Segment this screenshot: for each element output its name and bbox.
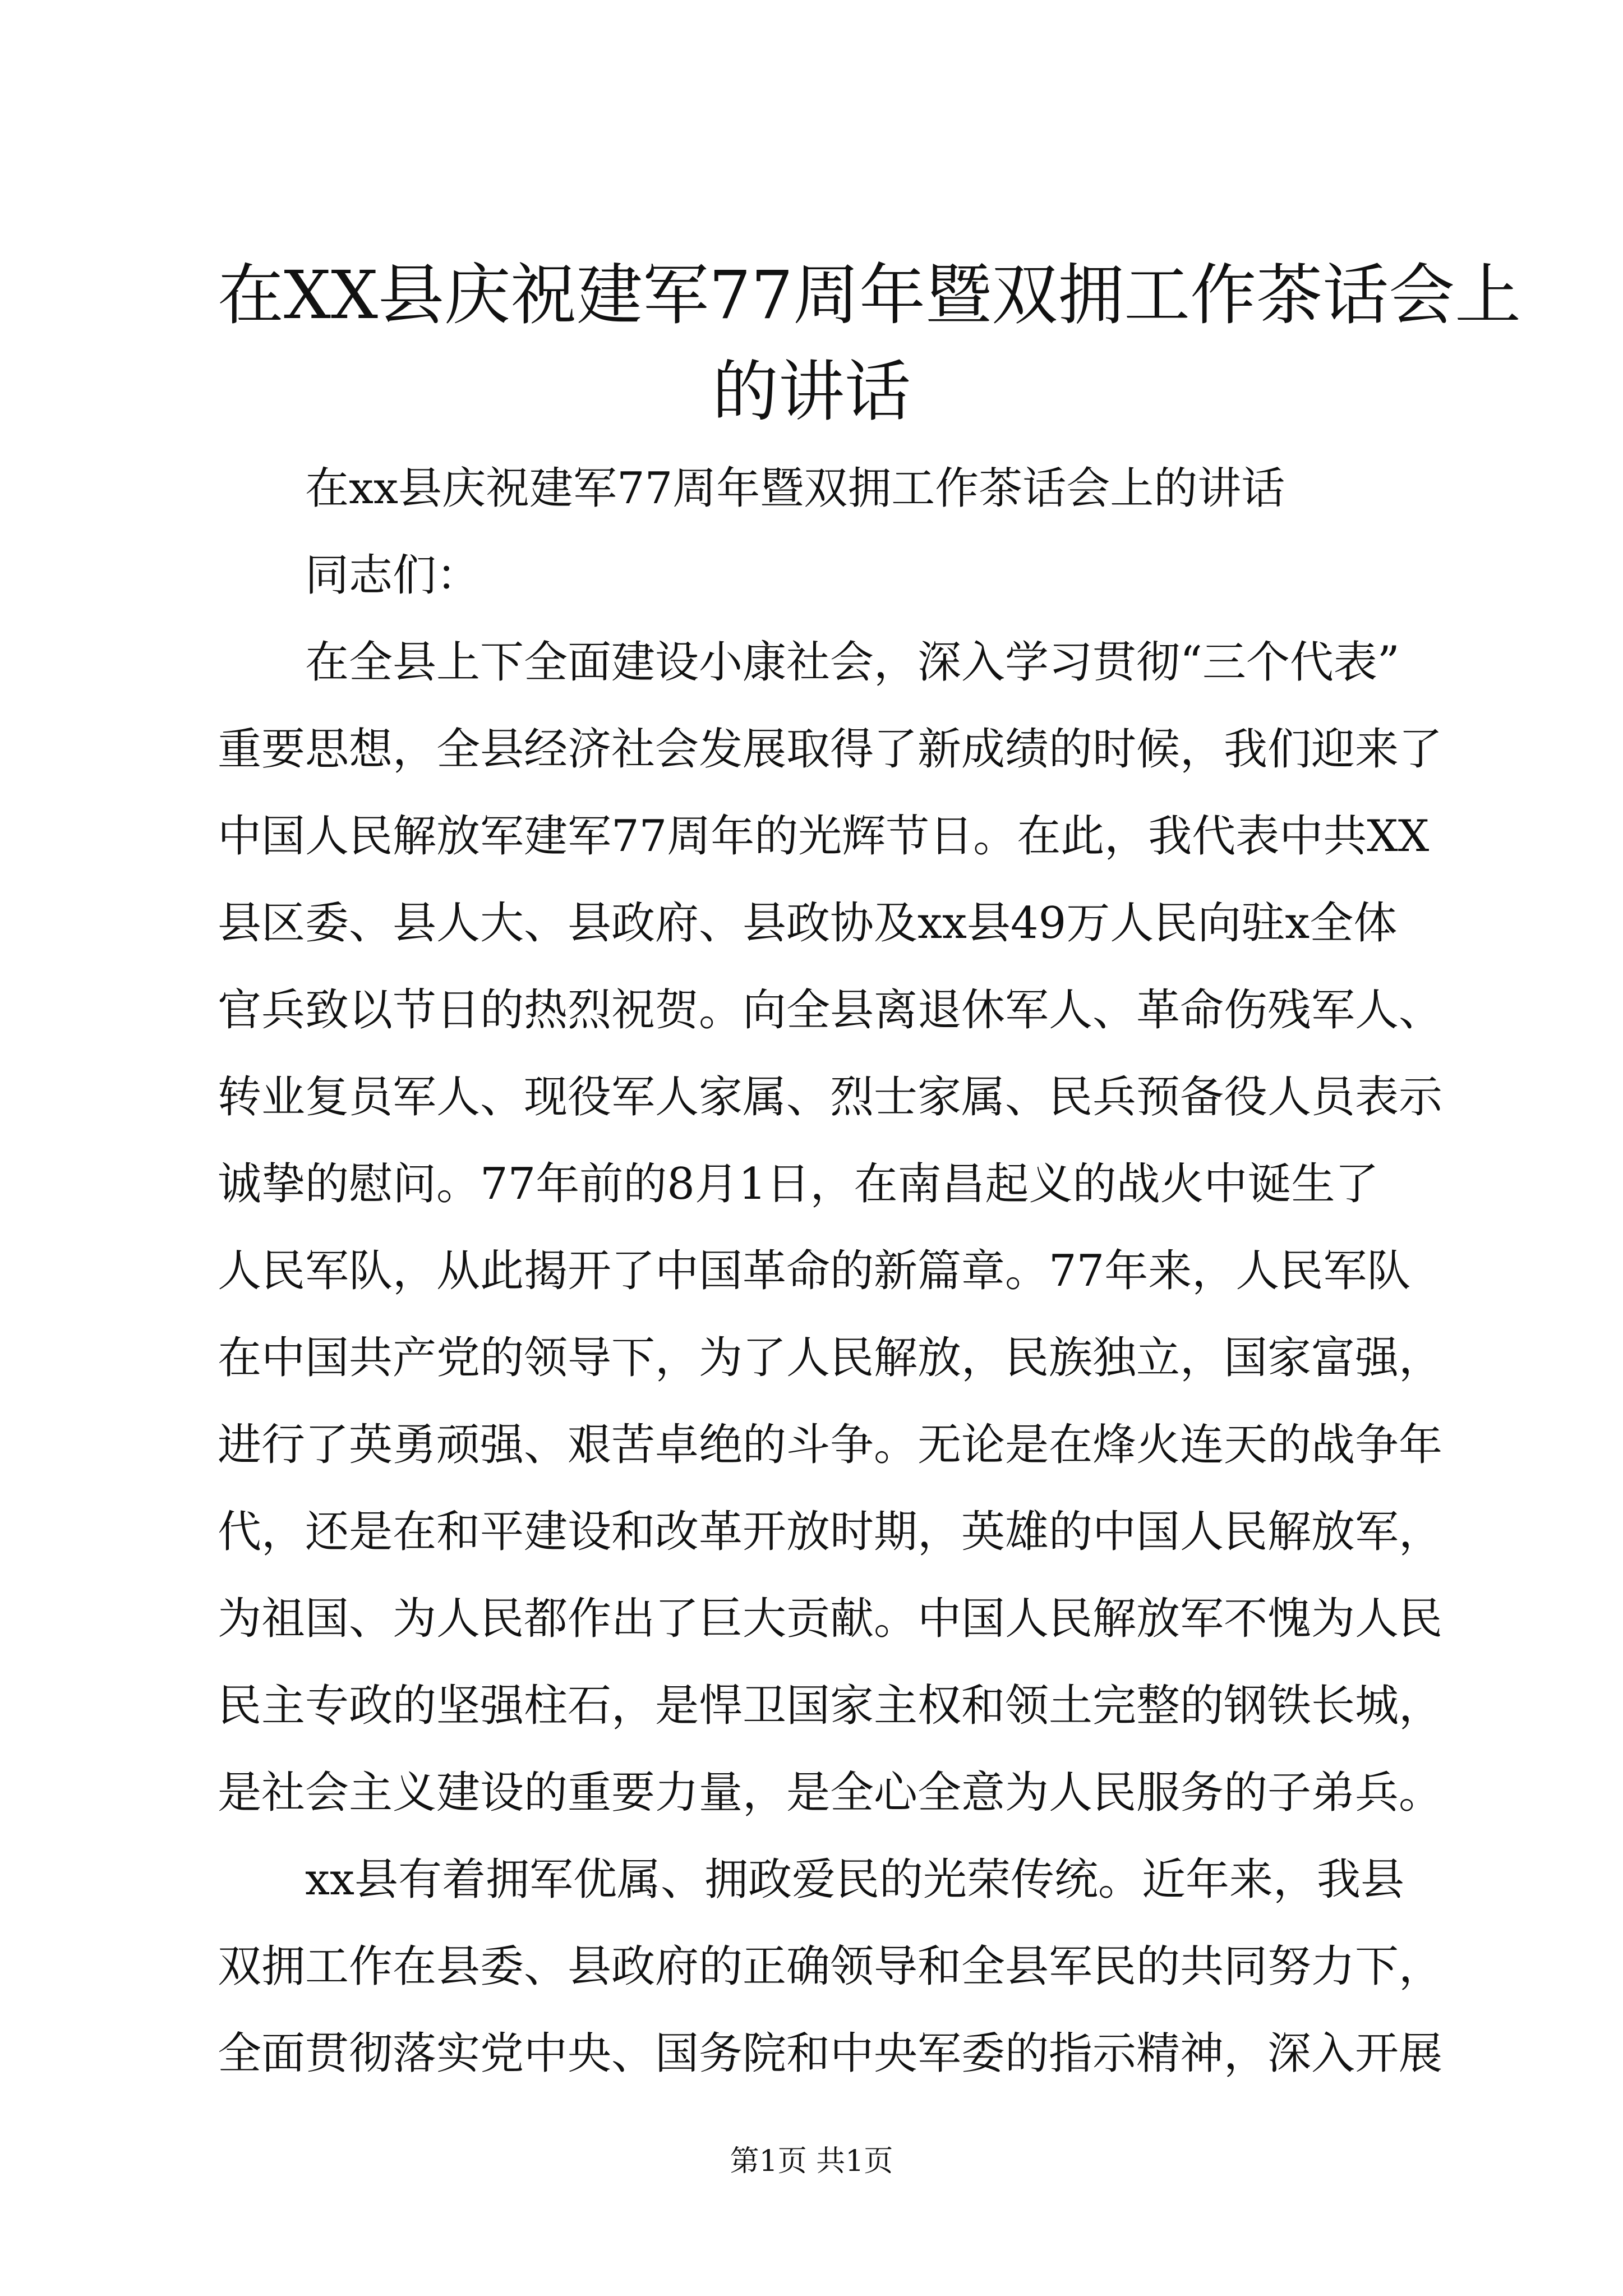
text-line: 双拥工作在县委、县政府的正确领导和全县军民的共同努力下， <box>218 1941 1443 1992</box>
text-line: xx县有着拥军优属、拥政爱民的光荣传统。近年来，我县 <box>305 1855 1404 1905</box>
text-line: 在中国共产党的领导下，为了人民解放，民族独立，国家富强， <box>218 1333 1443 1383</box>
body-paragraph <box>218 1837 1443 2097</box>
text-line: 进行了英勇顽强、艰苦卓绝的斗争。无论是在烽火连天的战争年 <box>218 1420 1443 1470</box>
text-line: 诚挚的慰问。77年前的8月1日，在南昌起义的战火中诞生了 <box>218 1159 1379 1209</box>
text-line: 在xx县庆祝建军77周年暨双拥工作茶话会上的讲话 <box>305 463 1285 514</box>
subtitle-paragraph <box>218 445 1405 532</box>
document-title <box>218 247 1521 440</box>
title-line: 在XX县庆祝建军77周年暨双拥工作茶话会上 <box>218 256 1521 334</box>
document-body <box>218 445 1443 2097</box>
text-line: 民主专政的坚强柱石，是悍卫国家主权和领土完整的钢铁长城， <box>218 1681 1443 1731</box>
text-line: 县区委、县人大、县政府、县政协及xx县49万人民向驻x全体 <box>218 898 1398 949</box>
text-line: 是社会主义建设的重要力量，是全心全意为人民服务的子弟兵。 <box>218 1768 1443 1818</box>
text-line: 同志们： <box>305 550 481 601</box>
text-line: 人民军队，从此揭开了中国革命的新篇章。77年来，人民军队 <box>218 1246 1411 1296</box>
page-footer: 第1页 共1页 <box>730 2145 893 2178</box>
document-content <box>218 247 1521 2097</box>
text-line: 代，还是在和平建设和改革开放时期，英雄的中国人民解放军， <box>218 1507 1443 1557</box>
text-line: 为祖国、为人民都作出了巨大贡献。中国人民解放军不愧为人民 <box>218 1594 1443 1644</box>
text-line: 中国人民解放军建军77周年的光辉节日。在此，我代表中共XX <box>218 811 1430 862</box>
text-line: 在全县上下全面建设小康社会，深入学习贯彻“三个代表” <box>305 637 1400 688</box>
text-line: 官兵致以节日的热烈祝贺。向全县离退休军人、革命伤残军人、 <box>218 985 1443 1036</box>
text-line: 重要思想，全县经济社会发展取得了新成绩的时候，我们迎来了 <box>218 724 1443 775</box>
salutation-paragraph <box>218 532 1405 619</box>
text-line: 全面贯彻落实党中央、国务院和中央军委的指示精神，深入开展 <box>218 2028 1443 2079</box>
title-line: 的讲话 <box>712 353 911 430</box>
text-line: 转业复员军人、现役军人家属、烈士家属、民兵预备役人员表示 <box>218 1072 1443 1122</box>
body-paragraph <box>218 619 1443 1837</box>
